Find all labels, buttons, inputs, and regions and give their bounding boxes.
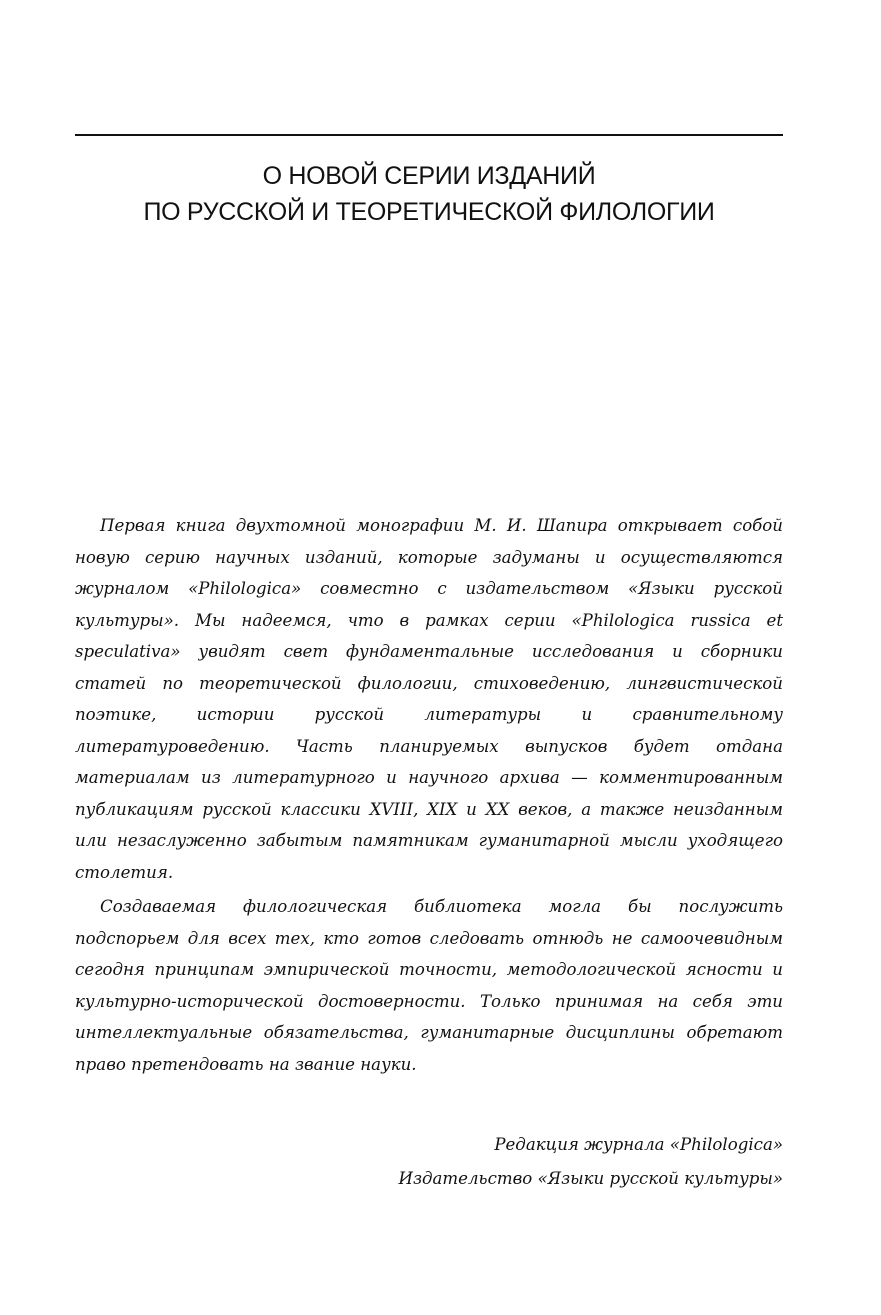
title-line-1: О НОВОЙ СЕРИИ ИЗДАНИЙ	[262, 162, 596, 190]
paragraph-2: Создаваемая филологическая библиотека могла бы послужить подспорьем для всех тех, кто готов следовать отнюдь не самоочевидным сегодня принципам эмпирической точности, методологической ясности и культурно-исторической достоверности. Только принимая на себя эти интеллектуальные обязательства, гуманитарные дисциплины обретают право претендовать на звание науки.	[75, 897, 783, 1074]
signature-line-1: Редакция журнала «Philologica»	[494, 1135, 783, 1154]
title-line-2: ПО РУССКОЙ И ТЕОРЕТИЧЕСКОЙ ФИЛОЛОГИИ	[143, 198, 715, 226]
signature	[75, 1128, 783, 1196]
top-rule	[75, 134, 783, 136]
signature-line-2: Издательство «Языки русской культуры»	[398, 1169, 783, 1188]
page-title	[75, 158, 783, 230]
paragraph-1: Первая книга двухтомной монографии М. И. Шапира открывает собой новую серию научных изданий, которые задуманы и осуществляются журналом «Philologica» совместно с издательством «Языки русской культуры». Мы надеемся, что в рамках серии «Philologica russica et speculativa» увидят свет фундаментальные исследования и сборники статей по теоретической филологии, стиховедению, лингвистической поэтике, истории русской литературы и сравнительному литературоведению. Часть планируемых выпусков будет отдана материалам из литературного и научного архива — комментированным публикациям русской классики XVIII, XIX и XX веков, а также неизданным или незаслуженно забытым памятникам гуманитарной мысли уходящего столетия.	[75, 516, 783, 882]
body-text	[75, 510, 783, 1080]
